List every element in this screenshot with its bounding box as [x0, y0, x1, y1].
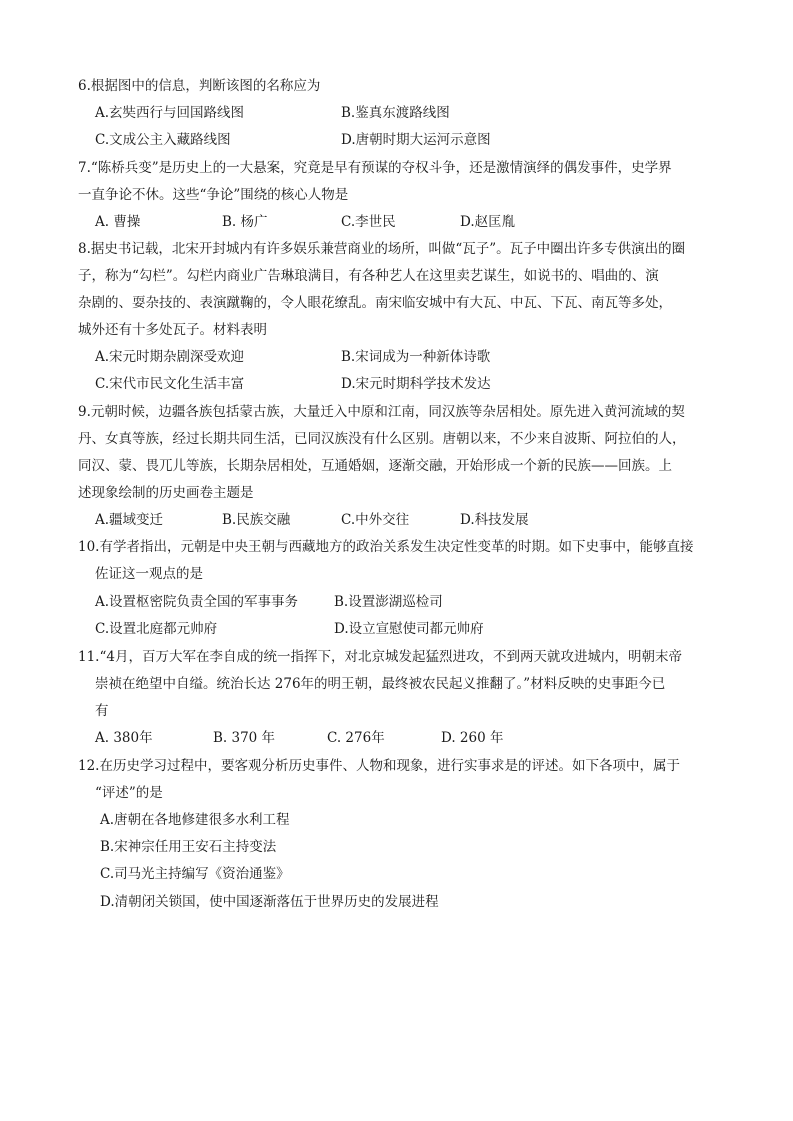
option-c: C.中外交往 [341, 512, 410, 528]
question-stem-line: 7.“陈桥兵变”是历史上的一大悬案，究竟是早有预谋的夺权斗争，还是激情演绎的偶发事件，史学界 [78, 160, 672, 176]
question-stem-line: 6.根据图中的信息，判断该图的名称应为 [78, 78, 321, 94]
option-a: A.宋元时期杂剧深受欢迎 [95, 349, 245, 365]
question-stem-line: 10.有学者指出，元朝是中央王朝与西藏地方的政治关系发生决定性变革的时期。如下史事中，能够直接 [78, 539, 694, 555]
question-stem-line: 11.“4月，百万大军在李自成的统一指挥下，对北京城发起猛烈进攻，不到两天就攻进城内，明朝末帝 [78, 649, 682, 665]
option-b: B.宋神宗任用王安石主持变法 [100, 839, 277, 855]
question-stem-line: 有 [95, 703, 109, 719]
question-stem-line: 同汉、蒙、畏兀儿等族，长期杂居相处，互通婚姻，逐渐交融，开始形成一个新的民族——回族。上 [78, 458, 672, 474]
question-stem-line: 子，称为“勾栏”。勾栏内商业广告琳琅满目，有各种艺人在这里卖艺谋生，如说书的、唱曲的、演 [78, 268, 659, 284]
question-stem-line: 城外还有十多处瓦子。材料表明 [78, 322, 267, 338]
question-stem-line: 9.元朝时候，边疆各族包括蒙古族，大量迁入中原和江南，同汉族等杂居相处。原先进入黄河流域的契 [78, 404, 685, 420]
question-stem-line: 崇祯在绝望中自缢。统治长达 276年的明王朝，最终被农民起义推翻了。”材料反映的史事距今已 [95, 676, 666, 692]
option-a: A. 380年 [95, 730, 153, 746]
option-b: B.鉴真东渡路线图 [341, 105, 450, 121]
option-d: D. 260 年 [441, 730, 504, 746]
question-stem-line: 8.据史书记载，北宋开封城内有许多娱乐兼营商业的场所，叫做“瓦子”。瓦子中圈出许多专供演出的圈 [78, 241, 686, 257]
option-d: D.清朝闭关锁国，使中国逐渐落伍于世界历史的发展进程 [100, 894, 439, 910]
option-b: B.宋词成为一种新体诗歌 [341, 349, 491, 365]
option-c: C.宋代市民文化生活丰富 [95, 376, 245, 392]
option-d: D.赵匡胤 [460, 214, 516, 230]
option-c: C. 276年 [327, 730, 385, 746]
option-d: D.唐朝时期大运河示意图 [341, 132, 491, 148]
option-c: C.李世民 [341, 214, 396, 230]
option-a: A.唐朝在各地修建很多水利工程 [100, 812, 290, 828]
option-c: C.设置北庭都元帅府 [95, 621, 218, 637]
option-d: D.科技发展 [460, 512, 529, 528]
option-d: D.设立宣慰使司都元帅府 [334, 621, 484, 637]
question-stem-line: 杂剧的、耍杂技的、表演蹴鞠的，令人眼花缭乱。南宋临安城中有大瓦、中瓦、下瓦、南瓦等多处， [78, 295, 672, 311]
question-stem-line: 述现象绘制的历史画卷主题是 [78, 485, 254, 501]
question-stem-line: 12.在历史学习过程中，要客观分析历史事件、人物和现象，进行实事求是的评述。如下各项中，属于 [78, 758, 680, 774]
option-c: C.司马光主持编写《资治通鉴》 [100, 866, 290, 882]
option-b: B. 370 年 [213, 730, 276, 746]
option-c: C.文成公主入藏路线图 [95, 132, 231, 148]
question-stem-line: 一直争论不休。这些“争论”围绕的核心人物是 [78, 187, 349, 203]
option-a: A.设置枢密院负责全国的军事事务 [95, 594, 299, 610]
question-stem-line: 丹、女真等族，经过长期共同生活，已同汉族没有什么区别。唐朝以来，不少来自波斯、阿拉伯的人， [78, 431, 686, 447]
option-a: A.玄奘西行与回国路线图 [95, 105, 245, 121]
option-b: B. 杨广 [222, 214, 268, 230]
option-a: A.疆域变迁 [95, 512, 164, 528]
option-b: B.民族交融 [222, 512, 291, 528]
option-a: A. 曹操 [95, 214, 141, 230]
option-d: D.宋元时期科学技术发达 [341, 376, 491, 392]
question-stem-line: 佐证这一观点的是 [95, 566, 203, 582]
option-b: B.设置澎湖巡检司 [334, 594, 443, 610]
question-stem-line: “评述”的是 [95, 785, 163, 801]
